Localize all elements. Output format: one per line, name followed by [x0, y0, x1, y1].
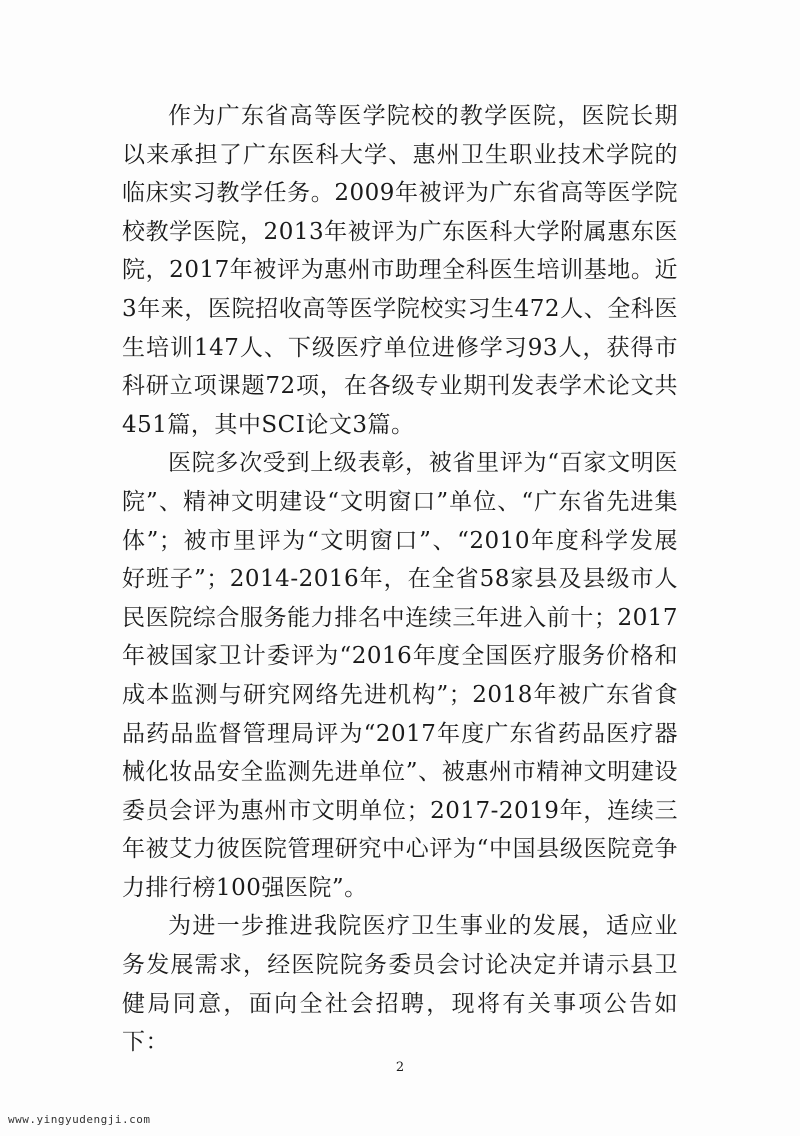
paragraph-honors: 医院多次受到上级表彰，被省里评为“百家文明医院”、精神文明建设“文明窗口”单位、“广东省先进集体”；被市里评为“文明窗口”、“2010年度科学发展好班子”；2014-2016年，在全省58家县及县级市人民医院综合服务能力排名中连续三年进入前十；2017年被国家卫计委评为“2016年度全国医疗服务价格和成本监测与研究网络先进机构”；2018年被广东省食品药品监督管理局评为“2017年度广东省药品医疗器械化妆品安全监测先进单位”、被惠州市精神文明建设委员会评为惠州市文明单位；2017-2019年，连续三年被艾力彼医院管理研究中心评为“中国县级医院竞争力排行榜100强医院”。	[122, 450, 678, 901]
watermark-url: www.yingyudengji.com	[8, 1113, 151, 1126]
page-number: 2	[395, 1060, 405, 1075]
paragraph-recruitment-notice: 为进一步推进我院医疗卫生事业的发展，适应业务发展需求，经医院院务委员会讨论决定并请示县卫健局同意，面向全社会招聘，现将有关事项公告如下：	[122, 913, 678, 1056]
document-body	[122, 97, 678, 1062]
paragraph-teaching-hospital: 作为广东省高等医学院校的教学医院，医院长期以来承担了广东医科大学、惠州卫生职业技术学院的临床实习教学任务。2009年被评为广东省高等医学院校教学医院，2013年被评为广东医科大学附属惠东医院，2017年被评为惠州市助理全科医生培训基地。近3年来，医院招收高等医学院校实习生472人、全科医生培训147人、下级医疗单位进修学习93人，获得市科研立项课题72项，在各级专业期刊发表学术论文共451篇，其中SCI论文3篇。	[122, 103, 678, 438]
